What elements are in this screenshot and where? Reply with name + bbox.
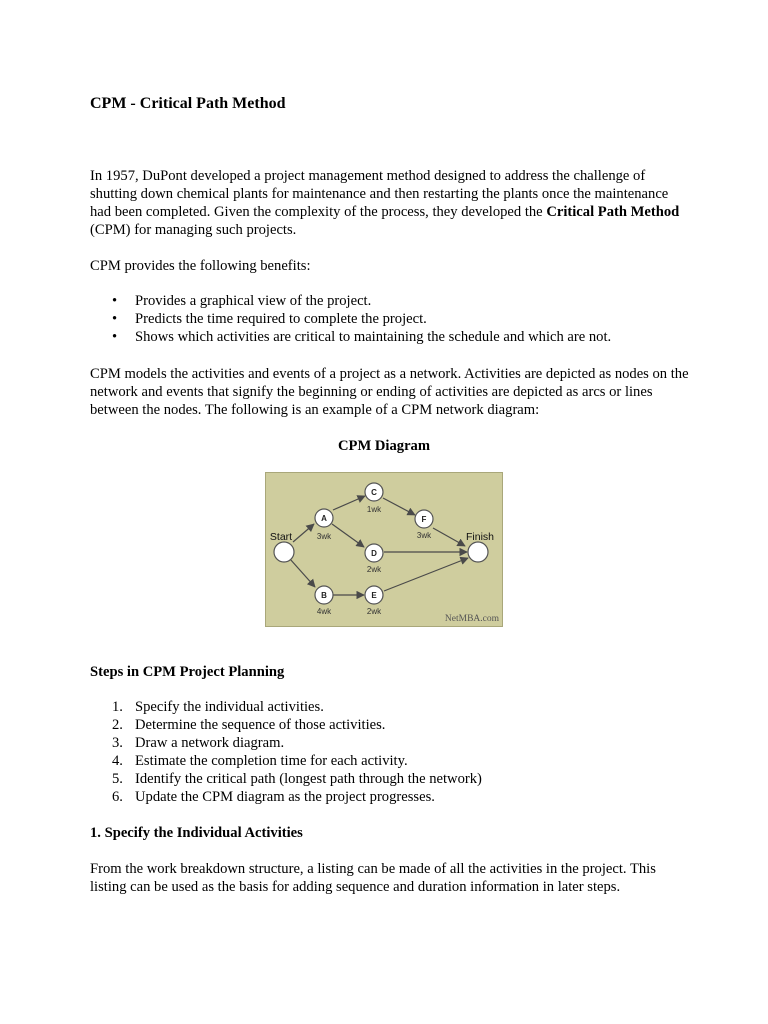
page-title: CPM - Critical Path Method [90,95,286,112]
bullet-icon: • [112,311,118,327]
node-d-duration: 2wk [366,565,382,574]
node-a-duration: 3wk [316,532,332,541]
node-e-duration: 2wk [366,607,382,616]
node-f-label: F [421,515,427,524]
node-d-label: D [371,549,377,558]
section1-paragraph: From the work breakdown structure, a listing can be made of all the activities in the project. This listing can be used as the basis for adding sequence and duration information in later steps. [90,861,656,895]
node-f-duration: 3wk [416,531,432,540]
intro-paragraph [90,167,690,239]
finish-node [468,542,488,562]
node-c-duration: 1wk [366,505,382,514]
start-label: Start [269,531,293,543]
list-item: • Shows which activities are critical to maintaining the schedule and which are not. [112,329,612,345]
node-b-label: B [321,591,327,600]
steps-heading: Steps in CPM Project Planning [90,664,285,680]
list-item: • Provides a graphical view of the project. [112,293,372,309]
diagram-caption: CPM Diagram [338,438,430,454]
section1-heading: 1. Specify the Individual Activities [90,825,303,841]
node-a-label: A [321,514,327,523]
finish-label: Finish [465,531,495,543]
node-e-label: E [371,591,377,600]
benefits-lead: CPM provides the following benefits: [90,258,311,274]
list-item: 1. Specify the individual activities. [112,699,324,715]
list-item: 4. Estimate the completion time for each activity. [112,753,408,769]
list-item: 5. Identify the critical path (longest path through the network) [112,771,482,787]
benefits-list [90,292,690,346]
cpm-network-diagram [265,472,503,627]
list-item: 3. Draw a network diagram. [112,735,285,751]
list-item: 2. Determine the sequence of those activities. [112,717,386,733]
diagram-background [265,472,503,627]
steps-list [90,698,690,806]
node-c-label: C [371,488,377,497]
node-b-duration: 4wk [316,607,332,616]
list-item: • Predicts the time required to complete the project. [112,311,427,327]
watermark-text: NetMBA.com [444,614,499,624]
network-paragraph: CPM models the activities and events of a project as a network. Activities are depicted as nodes on the network and events that signify the beginning or ending of activities are depicted as arcs or lines between the nodes. The following is an example of a CPM network diagram: [90,366,689,418]
list-item: 6. Update the CPM diagram as the project progresses. [112,789,435,805]
intro-bold-term: Critical Path Method [546,204,680,220]
intro-text-before: In 1957, DuPont developed a project management method designed to address the challenge of shutting down chemical plants for maintenance and then restarting the plants once the maintenance had been completed. Given the complexity of the process, they developed the [90,168,669,220]
start-node [274,542,294,562]
bullet-icon: • [112,329,118,345]
intro-text-after: (CPM) for managing such projects. [90,222,297,238]
bullet-icon: • [112,293,118,309]
